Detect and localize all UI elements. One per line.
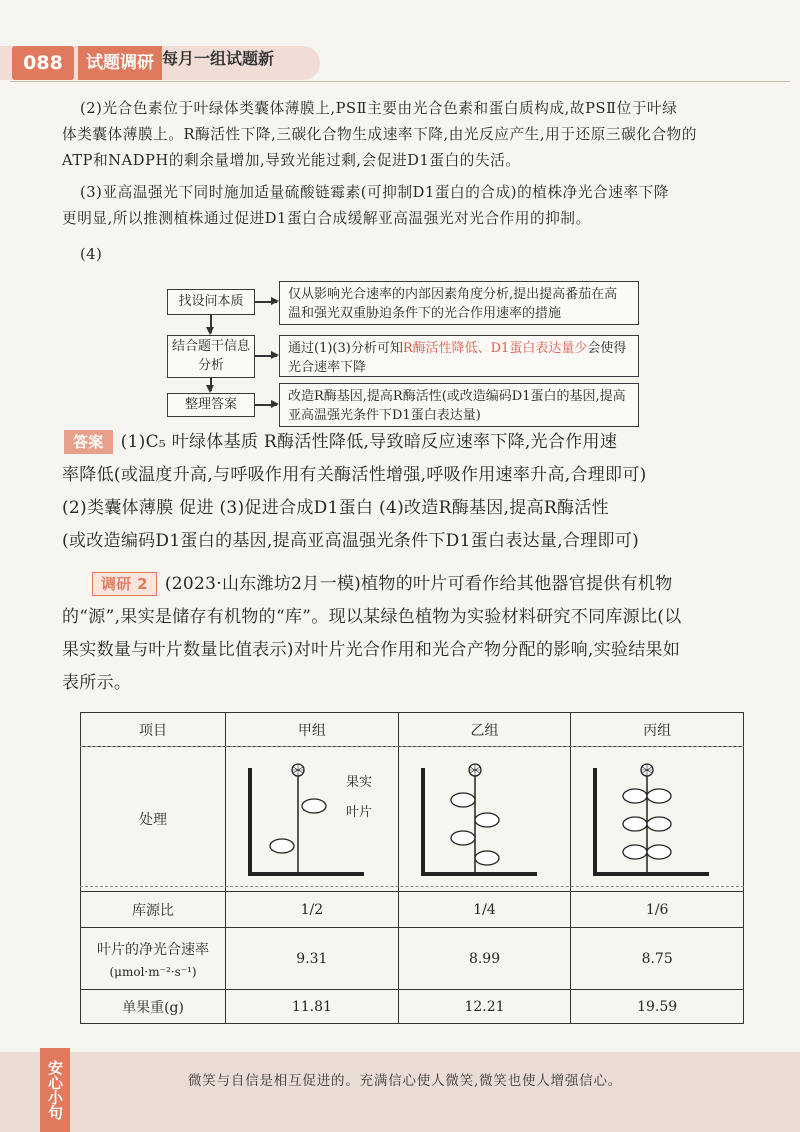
footer-band <box>0 1052 800 1132</box>
leaf-mark <box>647 789 671 803</box>
row-label: 库源比 <box>81 892 226 928</box>
table-header-cell: 项目 <box>81 713 226 747</box>
leaf-mark <box>302 799 326 813</box>
page-header <box>0 40 800 84</box>
table-cell: 9.31 <box>226 928 399 990</box>
flow-step2-text: 通过(1)(3)分析可知 <box>288 341 403 356</box>
answer-line: (1)C₅ 叶绿体基质 R酶活性降低,导致暗反应速率下降,光合作用速 <box>120 432 618 452</box>
plant-frame <box>421 768 425 876</box>
plant-frame <box>248 768 252 876</box>
question-line: (2023·山东潍坊2月一模)植物的叶片可看作给其他器官提供有机物 <box>164 574 673 594</box>
leaf-mark <box>623 789 647 803</box>
p2-line: 体类囊体薄膜上。R酶活性下降,三碳化合物生成速率下降,由光反应产生,用于还原三碳化合物的 <box>62 126 698 143</box>
table-cell: 19.59 <box>571 990 744 1024</box>
question-tag: 调研 2 <box>92 572 157 596</box>
leaf-mark <box>451 793 475 807</box>
table-cell: 12.21 <box>398 990 571 1024</box>
explanation-part-2 <box>62 96 756 174</box>
row-label: 处理 <box>81 747 226 892</box>
flow-arrow <box>210 315 212 333</box>
flow-arrow <box>210 378 212 391</box>
flow-step2-highlight: R酶活性降低、D1蛋白表达量少 <box>402 341 588 356</box>
flow-step1-detail: 仅从影响光合速率的内部因素角度分析,提出提高番茄在高温和强光双重胁迫条件下的光合作用速率的措施 <box>279 281 639 325</box>
table-divider <box>80 886 744 887</box>
leaf-mark <box>475 851 499 865</box>
flow-step-organize-answer: 整理答案 <box>167 393 255 417</box>
table-row-weight <box>81 990 744 1024</box>
row-label: 单果重(g) <box>81 990 226 1024</box>
footer-side-tag: 安心小句 <box>40 1048 70 1132</box>
plant-base <box>593 872 709 876</box>
table-divider <box>80 746 744 747</box>
leaf-mark <box>623 845 647 859</box>
p3-line: (3)亚高温强光下同时施加适量硫酸链霉素(可抑制D1蛋白的合成)的植株净光合速率下降 <box>80 184 670 201</box>
rate-label: 叶片的净光合速率 <box>97 941 210 958</box>
table-header-cell: 甲组 <box>226 713 399 747</box>
flow-step3-detail: 改造R酶基因,提高R酶活性(或改造编码D1蛋白的基因,提高亚高温强光条件下D1蛋白表达量) <box>279 383 639 427</box>
plant-frame <box>593 768 597 876</box>
plant-diagram-cell <box>571 747 744 892</box>
flow-step2-detail <box>279 335 639 377</box>
flow-arrow <box>255 301 277 303</box>
legend-leaf: 叶片 <box>345 804 372 819</box>
leaf-mark <box>647 817 671 831</box>
table-row-rate <box>81 928 744 990</box>
row-label <box>81 928 226 990</box>
leaf-mark <box>623 817 647 831</box>
flow-step2-text: 会使得光合速率下降 <box>288 341 627 375</box>
answer-line: (2)类囊体薄膜 促进 (3)促进合成D1蛋白 (4)改造R酶基因,提高R酶活性 <box>62 498 609 518</box>
flow-arrow <box>255 355 277 357</box>
plant-diagram-cell <box>398 747 571 892</box>
table-header-row <box>81 713 744 747</box>
table-cell: 1/2 <box>226 892 399 928</box>
question-line: 的“源”,果实是储存有机物的“库”。现以某绿色植物为实验材料研究不同库源比(以 <box>62 607 682 627</box>
explanation-part-4-label: (4) <box>80 246 103 263</box>
table-row-treatment <box>81 747 744 892</box>
rate-unit: (μmol·m⁻²·s⁻¹) <box>109 964 197 979</box>
leaf-mark <box>475 813 499 827</box>
leaf-mark <box>451 831 475 845</box>
question-line: 表所示。 <box>62 673 132 693</box>
plant-diagram-group-a <box>228 748 396 886</box>
leaf-mark <box>270 839 294 853</box>
header-divider <box>10 81 790 82</box>
plant-base <box>248 872 364 876</box>
answer-line: 率降低(或温度升高,与呼吸作用有关酶活性增强,呼吸作用速率升高,合理即可) <box>62 465 647 485</box>
answer-block <box>64 426 764 558</box>
results-table <box>80 712 744 1024</box>
plant-diagram-group-c <box>573 748 741 886</box>
table-cell: 1/6 <box>571 892 744 928</box>
plant-diagram-group-b <box>401 748 569 886</box>
section-title: 试题调研 <box>78 46 162 80</box>
table-row-ratio <box>81 892 744 928</box>
table-cell: 8.75 <box>571 928 744 990</box>
question-2 <box>64 568 764 700</box>
p2-line: ATP和NADPH的剩余量增加,导致光能过剩,会促进D1蛋白的失活。 <box>62 152 521 169</box>
table-header-cell: 丙组 <box>571 713 744 747</box>
flow-step-find-essence: 找设问本质 <box>167 289 255 315</box>
p2-line: (2)光合色素位于叶绿体类囊体薄膜上,PSⅡ主要由光合色素和蛋白质构成,故PSⅡ位于叶绿 <box>80 100 678 117</box>
flow-step-combine-info: 结合题干信息分析 <box>167 335 255 378</box>
table-cell: 11.81 <box>226 990 399 1024</box>
plant-diagram-cell <box>226 747 399 892</box>
flow-arrow <box>255 404 277 406</box>
explanation-part-3 <box>62 180 756 232</box>
question-line: 果实数量与叶片数量比值表示)对叶片光合作用和光合产物分配的影响,实验结果如 <box>62 640 681 660</box>
answer-line: (或改造编码D1蛋白的基因,提高亚高温强光条件下D1蛋白表达量,合理即可) <box>62 531 640 551</box>
header-subtitle: 每月一组试题新 <box>162 49 275 68</box>
legend-fruit: 果实 <box>345 774 372 789</box>
footer-quote: 微笑与自信是相互促进的。充满信心使人微笑,微笑也使人增强信心。 <box>188 1073 623 1089</box>
table-cell: 8.99 <box>398 928 571 990</box>
p3-line: 更明显,所以推测植株通过促进D1蛋白合成缓解亚高温强光对光合作用的抑制。 <box>62 210 591 227</box>
table-header-cell: 乙组 <box>398 713 571 747</box>
table-cell: 1/4 <box>398 892 571 928</box>
answer-tag: 答案 <box>64 430 113 454</box>
page-number: 088 <box>12 46 74 80</box>
plant-base <box>421 872 537 876</box>
leaf-mark <box>647 845 671 859</box>
